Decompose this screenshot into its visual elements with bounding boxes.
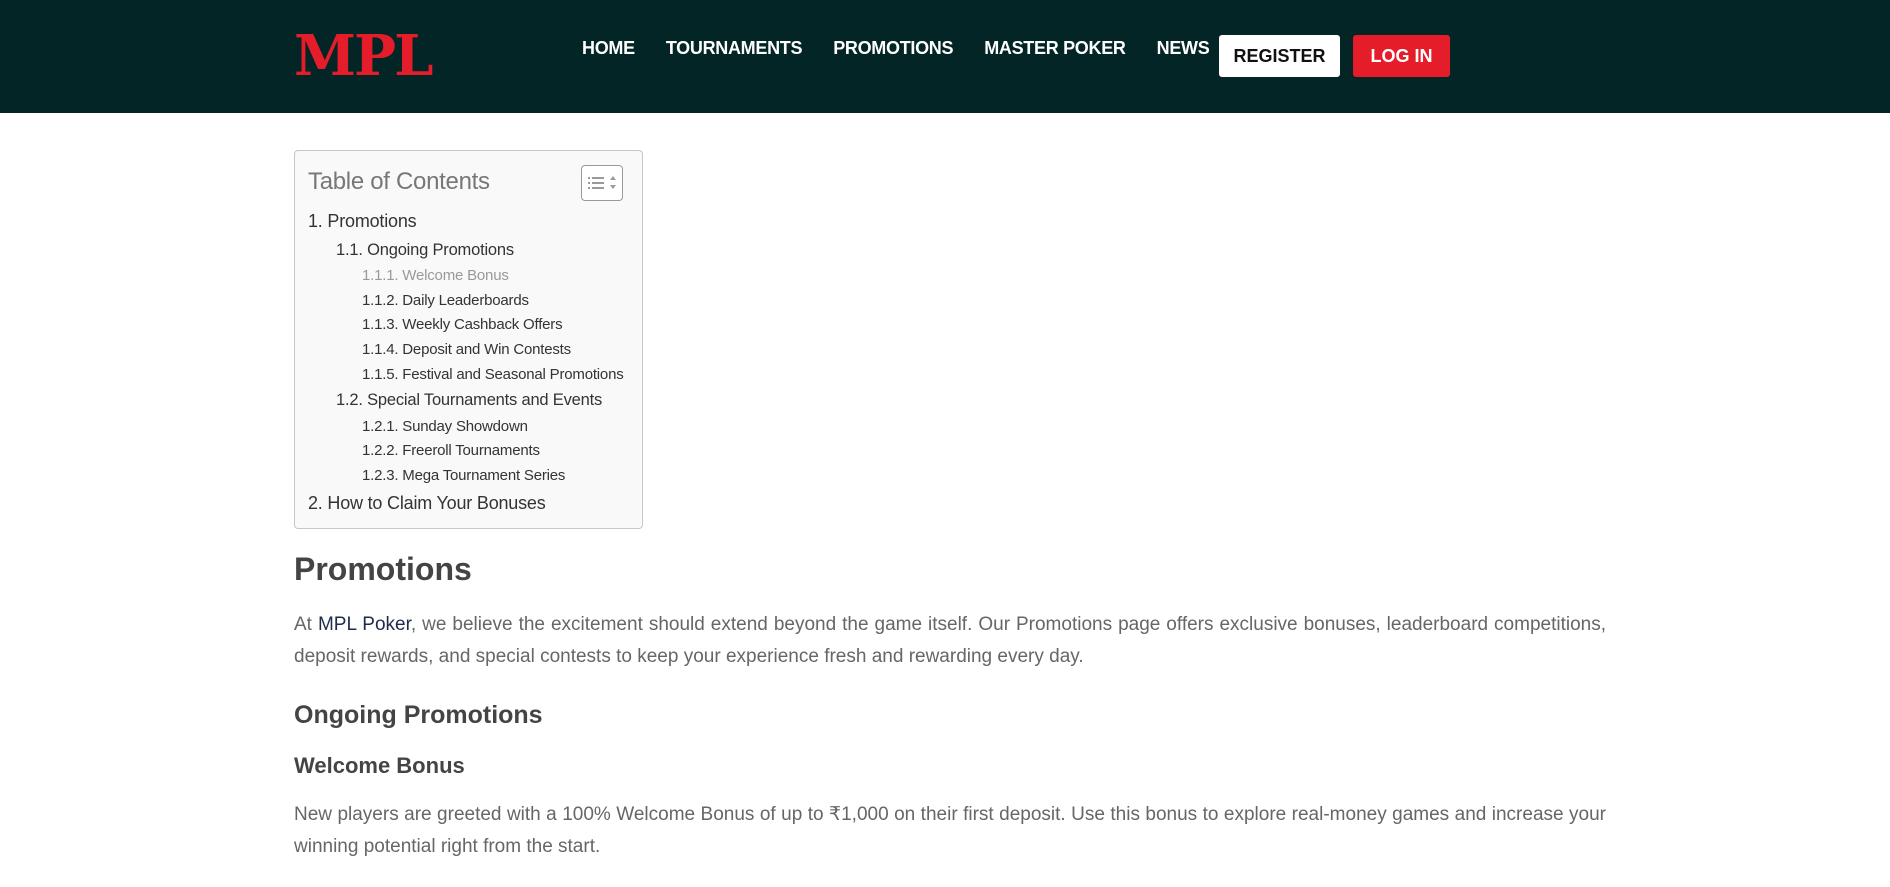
intro-paragraph	[294, 609, 1606, 673]
main-nav	[582, 38, 1240, 59]
toc-item-festival[interactable]: 1.1.5. Festival and Seasonal Promotions	[362, 366, 624, 383]
toc-item-sunday-showdown[interactable]: 1.2.1. Sunday Showdown	[362, 418, 528, 435]
table-of-contents	[294, 150, 643, 529]
list-toggle-icon	[586, 174, 618, 192]
login-button[interactable]: LOG IN	[1353, 35, 1450, 77]
toc-item-welcome-bonus[interactable]: 1.1.1. Welcome Bonus	[362, 267, 509, 284]
register-button[interactable]: REGISTER	[1219, 35, 1340, 77]
toc-item-claim-bonuses[interactable]: 2. How to Claim Your Bonuses	[308, 493, 546, 513]
nav-home[interactable]: HOME	[582, 38, 635, 58]
intro-rest: , we believe the excitement should extend beyond the game itself. Our Promotions page offers exclusive bonuses, leaderboard competitions, deposit rewards, and special contests to keep your experience fresh and rewarding every day.	[294, 614, 1607, 667]
toc-item-mega-series[interactable]: 1.2.3. Mega Tournament Series	[362, 467, 566, 484]
page-heading: Promotions	[294, 551, 472, 587]
mpl-poker-link[interactable]: MPL Poker	[317, 614, 411, 635]
toc-item-freeroll[interactable]: 1.2.2. Freeroll Tournaments	[362, 442, 540, 459]
toc-item-daily-leaderboards[interactable]: 1.1.2. Daily Leaderboards	[362, 292, 529, 309]
subsection-heading-welcome: Welcome Bonus	[294, 753, 465, 778]
site-header	[0, 0, 1890, 113]
toc-item-deposit-win[interactable]: 1.1.4. Deposit and Win Contests	[362, 341, 571, 358]
intro-prefix: At	[294, 614, 318, 635]
welcome-paragraph: New players are greeted with a 100% Welcome Bonus of up to ₹1,000 on their first deposit. Use this bonus to explore real-money games and increase your winning potential right from the start.	[294, 804, 1606, 857]
nav-promotions[interactable]: PROMOTIONS	[833, 38, 954, 58]
nav-news[interactable]: NEWS	[1156, 38, 1210, 58]
nav-tournaments[interactable]: TOURNAMENTS	[665, 38, 803, 58]
nav-master-poker[interactable]: MASTER POKER	[984, 38, 1126, 58]
mpl-logo[interactable]	[294, 29, 444, 81]
toc-item-weekly-cashback[interactable]: 1.1.3. Weekly Cashback Offers	[362, 316, 563, 333]
toc-item-special-tournaments[interactable]: 1.2. Special Tournaments and Events	[336, 391, 603, 409]
toc-title: Table of Contents	[308, 168, 490, 195]
section-heading-ongoing: Ongoing Promotions	[294, 701, 543, 729]
toc-item-promotions[interactable]: 1. Promotions	[308, 211, 417, 231]
toc-item-ongoing-promotions[interactable]: 1.1. Ongoing Promotions	[336, 241, 514, 259]
logo-text: MPL	[294, 29, 432, 81]
toc-toggle-button[interactable]	[581, 165, 623, 201]
